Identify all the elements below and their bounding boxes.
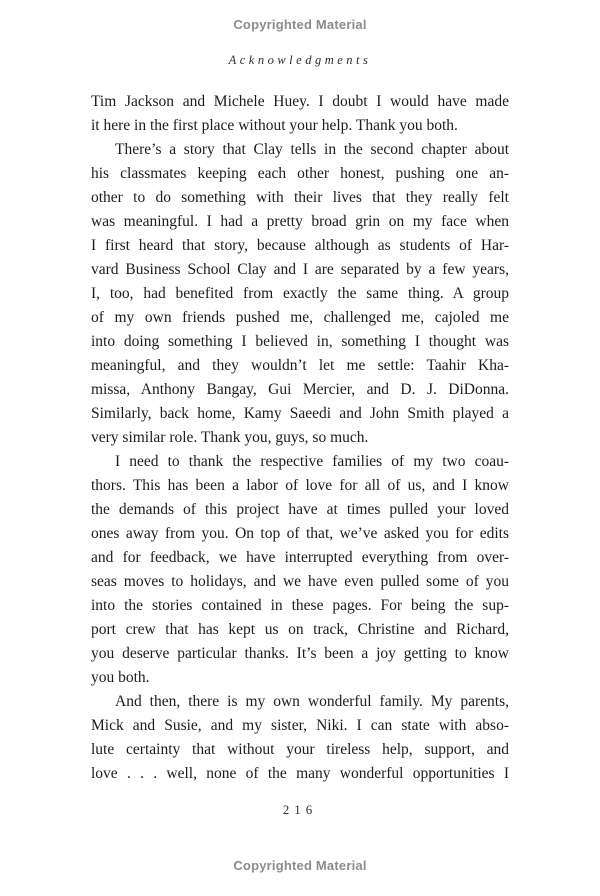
chapter-heading: Acknowledgments bbox=[228, 53, 372, 67]
text-line: lute certainty that without your tireless help, support, and bbox=[91, 741, 509, 758]
text-line: his classmates keeping each other honest, pushing one an- bbox=[91, 165, 509, 182]
page-body bbox=[91, 90, 509, 786]
text-line: And then, there is my own wonderful family. My parents, bbox=[115, 693, 509, 710]
text-line: There’s a story that Clay tells in the second chapter about bbox=[115, 141, 509, 158]
text-line: Tim Jackson and Michele Huey. I doubt I would have made bbox=[91, 93, 509, 110]
text-line: port crew that has kept us on track, Christine and Richard, bbox=[91, 621, 509, 638]
text-line: missa, Anthony Bangay, Gui Mercier, and D. J. DiDonna. bbox=[91, 381, 509, 398]
text-line: you both. bbox=[91, 669, 150, 686]
text-line: other to do something with their lives that they really felt bbox=[91, 189, 509, 206]
text-line: I need to thank the respective families of my two coau- bbox=[115, 453, 509, 470]
text-line: you deserve particular thanks. It’s been a joy getting to know bbox=[91, 645, 509, 662]
text-line: seas moves to holidays, and we have even pulled some of you bbox=[91, 573, 509, 590]
paragraph bbox=[91, 138, 509, 450]
copyright-notice-top: Copyrighted Material bbox=[233, 17, 367, 32]
text-line: very similar role. Thank you, guys, so much. bbox=[91, 429, 369, 446]
text-line: vard Business School Clay and I are separated by a few years, bbox=[91, 261, 509, 278]
page-number: 216 bbox=[282, 802, 318, 817]
text-line: into doing something I believed in, something I thought was bbox=[91, 333, 509, 350]
text-line: Mick and Susie, and my sister, Niki. I can state with abso- bbox=[91, 717, 509, 734]
text-line: thors. This has been a labor of love for all of us, and I know bbox=[91, 477, 509, 494]
text-line: I first heard that story, because although as students of Har- bbox=[91, 237, 509, 254]
text-line: ones away from you. On top of that, we’ve asked you for edits bbox=[91, 525, 509, 542]
text-line: the demands of this project have at times pulled your loved bbox=[91, 501, 509, 518]
paragraph bbox=[91, 450, 509, 690]
text-line: was meaningful. I had a pretty broad grin on my face when bbox=[91, 213, 509, 230]
text-line: of my own friends pushed me, challenged me, cajoled me bbox=[91, 309, 509, 326]
text-line: I, too, had benefited from exactly the same thing. A group bbox=[91, 285, 509, 302]
text-line: meaningful, and they wouldn’t let me settle: Taahir Kha- bbox=[91, 357, 509, 374]
text-line: love . . . well, none of the many wonderful opportunities I bbox=[91, 765, 509, 782]
text-line: and for feedback, we have interrupted everything from over- bbox=[91, 549, 509, 566]
paragraph bbox=[91, 690, 509, 786]
copyright-notice-bottom: Copyrighted Material bbox=[233, 858, 367, 873]
text-line: it here in the first place without your help. Thank you both. bbox=[91, 117, 458, 134]
paragraph bbox=[91, 90, 509, 138]
text-line: Similarly, back home, Kamy Saeedi and John Smith played a bbox=[91, 405, 509, 422]
text-line: into the stories contained in these pages. For being the sup- bbox=[91, 597, 509, 614]
